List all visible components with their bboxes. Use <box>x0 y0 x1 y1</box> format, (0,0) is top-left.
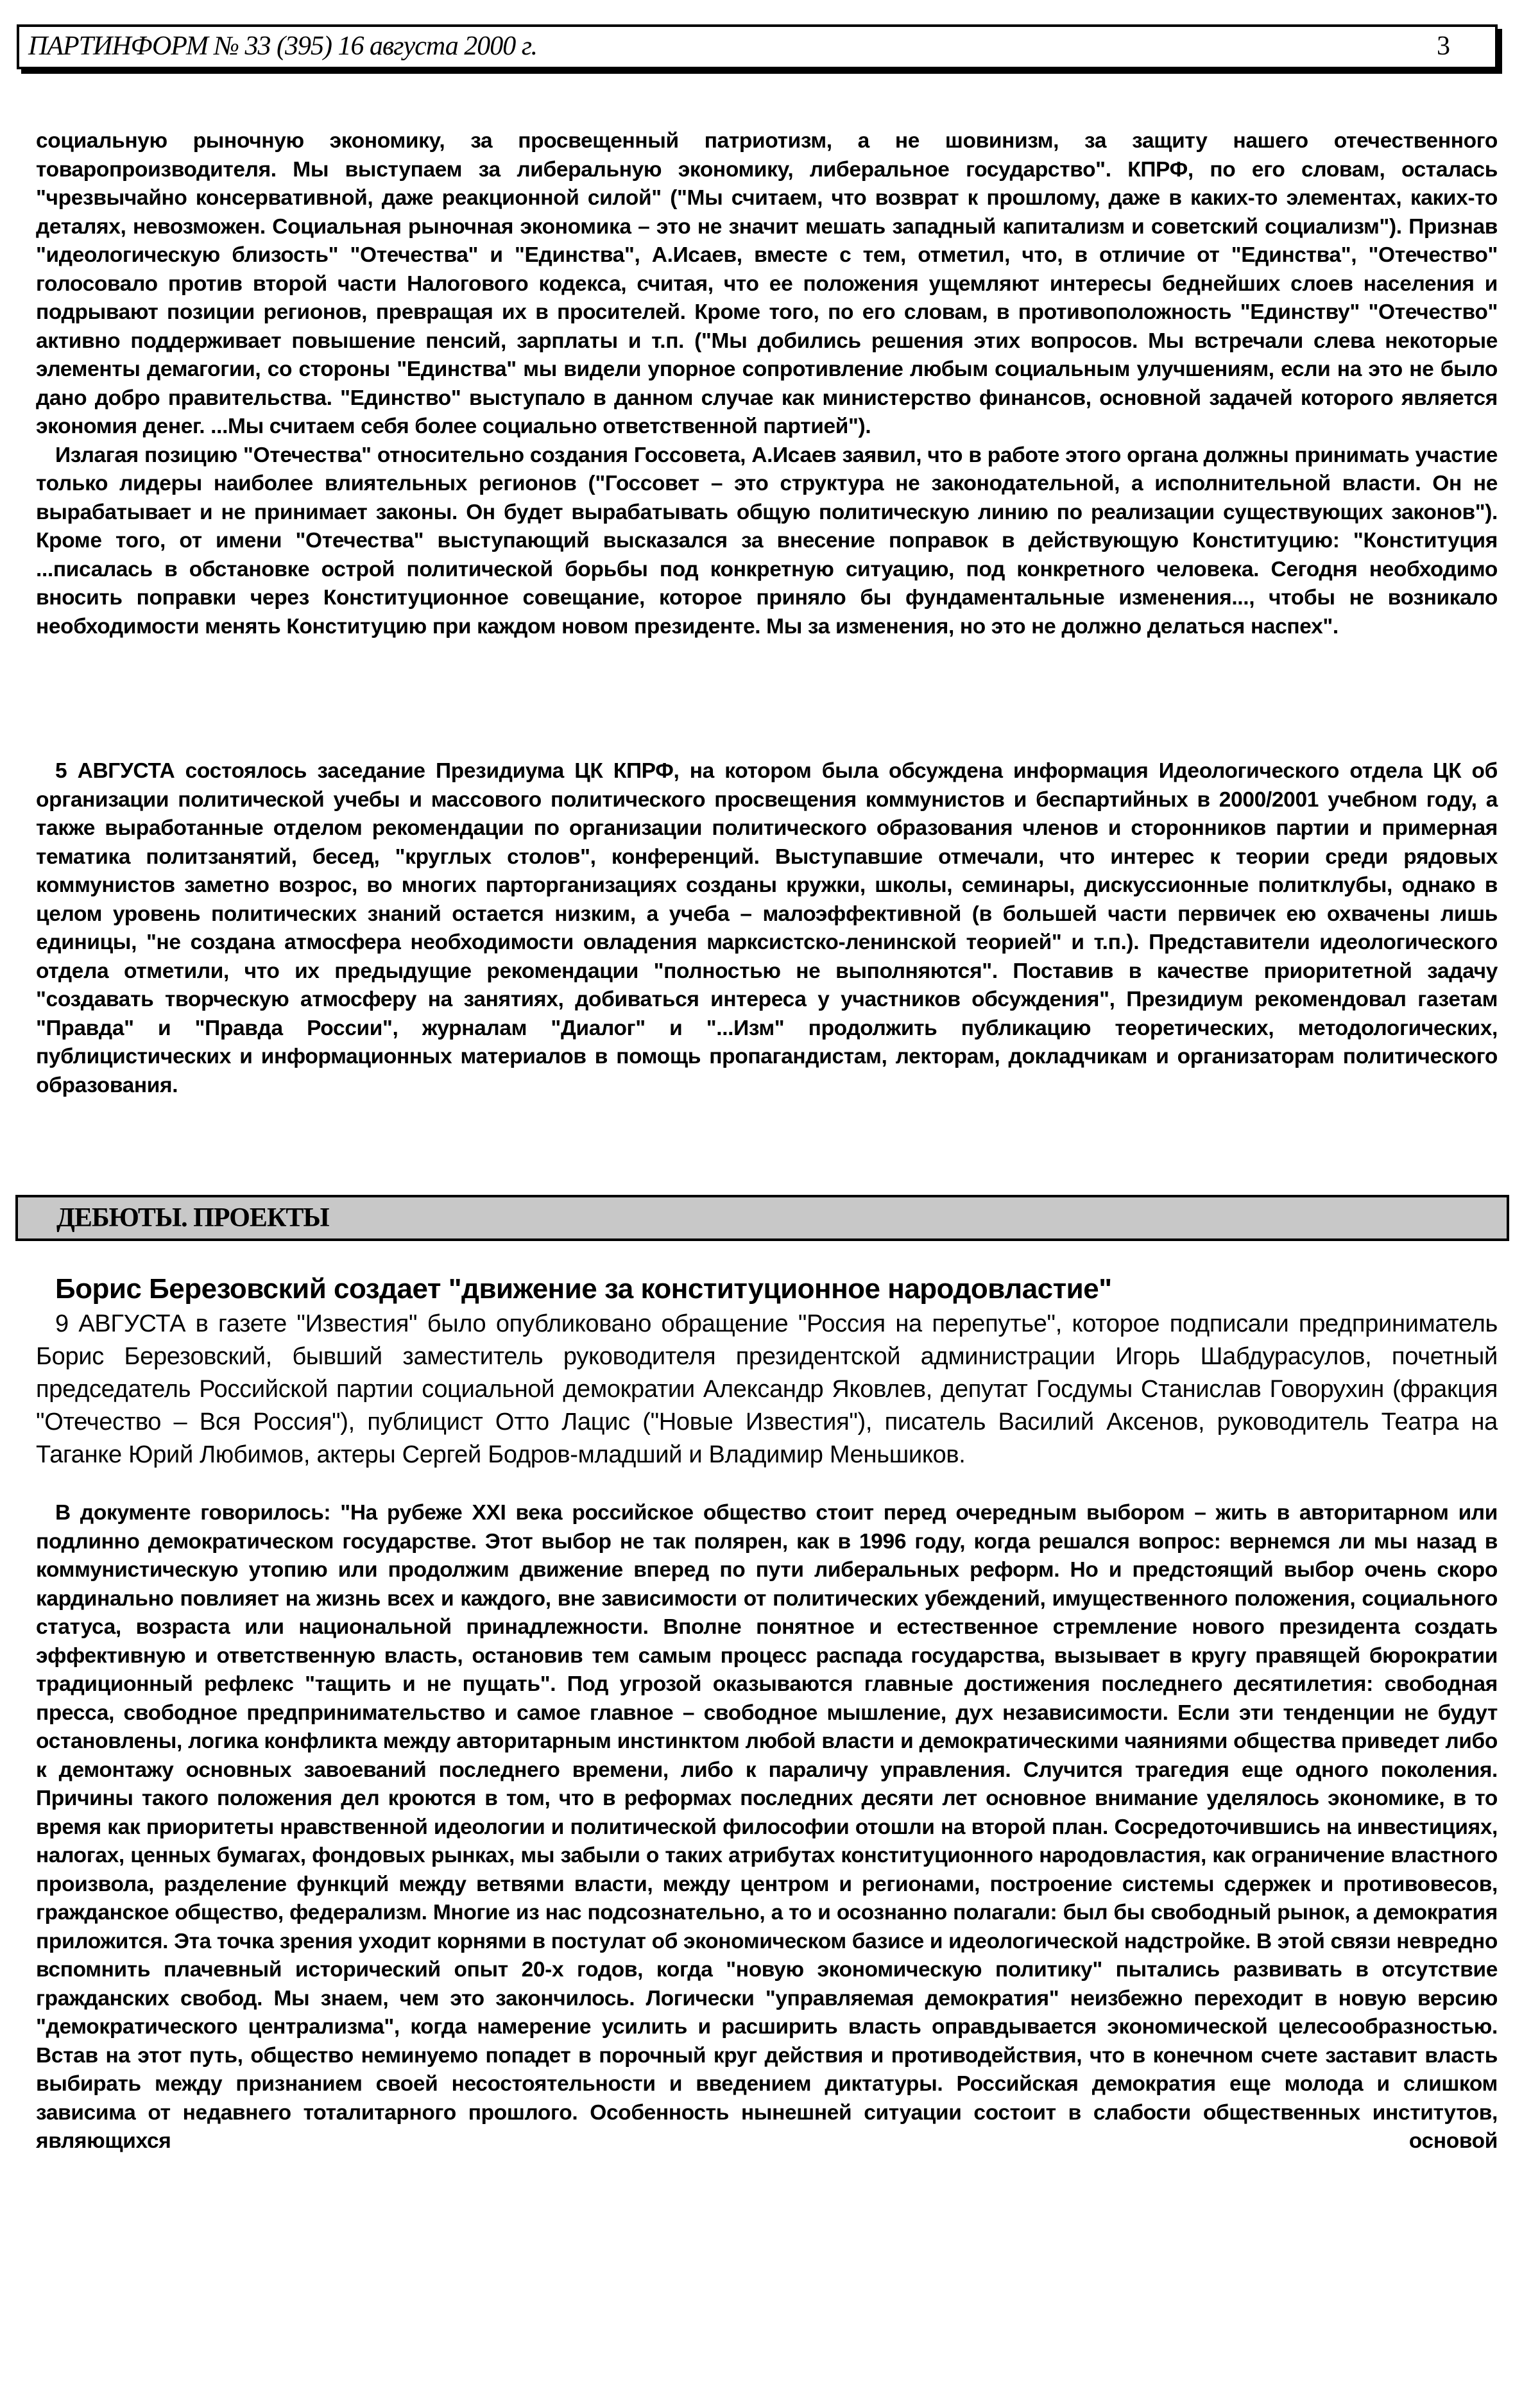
paragraph: Излагая позицию "Отечества" относительно создания Госсовета, А.Исаев заявил, что в работе этого органа должны принимать участие только лидеры наиболее влиятельных регионов ("Госсовет – это структура не законодательной, а исполнительной власти. Он не вырабатывает и не принимает законы. Он будет вырабатывать общую политическую линию по реализации существующих законов"). Кроме того, от имени "Отечества" выступающий высказался за внесение поправок в действующую Конституцию: "Конституция ...писалась в обстановке острой политической борьбы под конкретную ситуацию, под конкретного человека. Сегодня необходимо вносить поправки через Конституционное совещание, которое приняло бы фундаментальные изменения..., чтобы не возникало необходимости менять Конституцию при каждом новом президенте. Мы за изменения, но это не должно делаться наспех". <box>36 443 1498 638</box>
page-header <box>17 24 1498 69</box>
paragraph: В документе говорилось: "На рубеже XXI века российское общество стоит перед очередным выбором – жить в авторитарном или подлинно демократическом государстве. Этот выбор не так полярен, как в 1996 году, когда решался вопрос: вернемся ли мы назад в коммунистическую утопию или продолжим движение вперед по пути либеральных реформ. Но и предстоящий выбор очень скоро кардинально повлияет на жизнь всех и каждого, вне зависимости от политических убеждений, имущественного положения, социального статуса, возраста или национальной принадлежности. Вполне понятное и естественное стремление нового президента создать эффективную и ответственную власть, остановив тем самым процесс распада государства, вызывает в кругу правящей бюрократии традиционный рефлекс "тащить и не пущать". Под угрозой оказываются главные достижения последнего десятилетия: свободная пресса, свободное предпринимательство и самое главное – свободное мышление, дух независимости. Если эти тенденции не будут остановлены, логика конфликта между авторитарным инстинктом любой власти и демократическими чаяниями общества приведет либо к демонтажу основных завоеваний последнего времени, либо к параличу управления. Случится трагедия еще одного поколения. Причины такого положения дел кроются в том, что в реформах последних десяти лет основное внимание уделялось экономике, в то время как приоритеты нравственной идеологии и политической философии отошли на второй план. Сосредоточившись на инвестициях, налогах, ценных бумагах, фондовых рынках, мы забыли о таких атрибутах конституционного народовластия, как ограничение властного произвола, разделение функций между ветвями власти, между центром и регионами, построение системы сдержек и противовесов, гражданское общество, федерализм. Многие из нас подсознательно, а то и осознанно полагали: был бы свободный рынок, а демократия приложится. Эта точка зрения уходит корнями в постулат об экономическом базисе и идеологической надстройке. В этой связи невредно вспомнить плачевный исторический опыт 20-х годов, когда "новую экономическую политику" пытались развивать в отсутствие гражданских свобод. Мы знаем, чем это закончилось. Логически "управляемая демократия" неизбежно переходит в новую версию "демократического централизма", когда намерение усилить и расширить власть оправдывается экономической целесообразностью. Встав на этот путь, общество неминуемо попадет в порочный круг действия и противодействия, что в конечном счете заставит власть выбирать между признанием своей несостоятельности и введением диктатуры. Российская демократия еще молода и слишком зависима от недавнего тоталитарного прошлого. Особенность нынешней ситуации состоит в слабости общественных институтов, являющихся основой <box>36 1501 1498 2153</box>
section-heading: ДЕБЮТЫ. ПРОЕКТЫ <box>56 1203 329 1233</box>
paragraph: социальную рыночную экономику, за просвещенный патриотизм, а не шовинизм, за защиту нашего отечественного товаропроизводителя. Мы выступаем за либеральную экономику, либеральное государство". КПРФ, по его словам, осталась "чрезвычайно консервативной, даже реакционной силой" ("Мы считаем, что возврат к прошлому, даже в каких-то элементах, каких-то деталях, невозможен. Социальная рыночная экономика – это не значит мешать западный капитализм и советский социализм"). Признав "идеологическую близость" "Отечества" и "Единства", А.Исаев, вместе с тем, отметил, что, в отличие от "Единства", "Отечество" голосовало против второй части Налогового кодекса, считая, что ее положения ущемляют интересы беднейших слоев населения и подрывают позиции регионов, превращая их в просителей. Кроме того, по его словам, в противоположность "Единству" "Отечество" активно поддерживает повышение пенсий, зарплаты и т.п. ("Мы добились решения этих вопросов. Мы встречали слева некоторые элементы демагогии, со стороны "Единства" мы видели упорное сопротивление любым социальным улучшениям, если на это не было дано добро правительства. "Единство" выступало в данном случае как министерство финансов, основной задачей которого является экономия денег. ...Мы считаем себя более социально ответственной партией"). <box>36 129 1498 438</box>
article-lead <box>36 1308 1498 1471</box>
paragraph: 5 АВГУСТА состоялось заседание Президиума ЦК КПРФ, на котором была обсуждена информация Идеологического отдела ЦК об организации политической учебы и массового политического просвещения коммунистов и беспартийных в 2000/2001 учебном году, а также выработанные отделом рекомендации по организации политического образования членов и сторонников партии и примерная тематика политзанятий, бесед, "круглых столов", конференций. Выступавшие отмечали, что интерес к теории среди рядовых коммунистов заметно возрос, во многих парторганизациях созданы кружки, школы, семинары, дискуссионные политклубы, однако в целом уровень политических знаний остается низким, а учеба – малоэффективной (в большей части первичек ею охвачены лишь единицы, "не создана атмосфера необходимости овладения марксистско-ленинской теорией" и т.п.). Представители идеологического отдела отметили, что их предыдущие рекомендации "полностью не выполняются". Поставив в качестве приоритетной задачу "создавать творческую атмосферу на занятиях, добиваться интереса у участников обсуждения", Президиум рекомендовал газетам "Правда" и "Правда России", журналам "Диалог" и "...Изм" продолжить публикацию теоретических, методологических, публицистических и информационных материалов в помощь пропагандистам, лекторам, докладчикам и организаторам политического образования. <box>36 759 1498 1097</box>
paragraph: 9 АВГУСТА в газете "Известия" было опубликовано обращение "Россия на перепутье", которое подписали предприниматель Борис Березовский, бывший заместитель руководителя президентской администрации Игорь Шабдурасулов, почетный председатель Российской партии социальной демократии Александр Яковлев, депутат Госдумы Станислав Говорухин (фракция "Отечество – Вся Россия"), публицист Отто Лацис ("Новые Известия"), писатель Василий Аксенов, руководитель Театра на Таганке Юрий Любимов, актеры Сергей Бодров-младший и Владимир Меньшиков. <box>36 1310 1498 1468</box>
article-quote <box>36 1499 1498 2156</box>
page-number: 3 <box>1437 31 1450 61</box>
article-title: Борис Березовский создает "движение за конституционное народовластие" <box>55 1273 1112 1305</box>
text-block-1 <box>36 127 1498 641</box>
section-header <box>15 1195 1509 1241</box>
text-block-2 <box>36 757 1498 1100</box>
publication-title: ПАРТИНФОРМ № 33 (395) 16 августа 2000 г. <box>28 31 538 61</box>
